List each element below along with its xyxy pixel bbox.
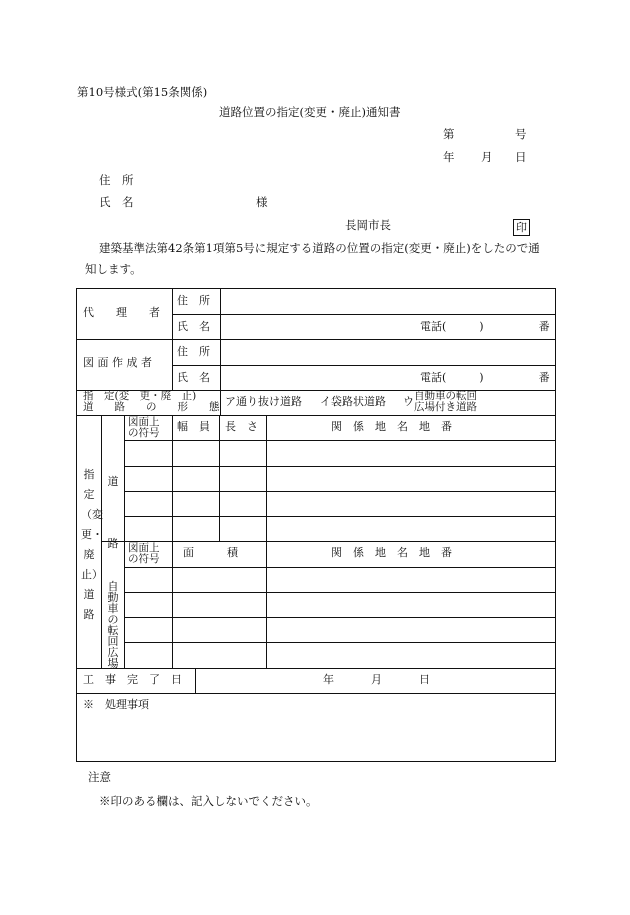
road-type-option-u: ウ xyxy=(403,395,414,408)
turnaround-vertical-label: 自動車の転回広場 xyxy=(107,580,119,670)
body-text-line2: 知します。 xyxy=(85,262,142,276)
document-title: 道路位置の指定(変更・廃止)通知書 xyxy=(219,105,401,119)
doc-number-prefix: 第 xyxy=(443,127,455,141)
date-day: 日 xyxy=(515,150,527,164)
drafter-address-label: 住 所 xyxy=(177,345,210,358)
turnaround-area-label: 面 積 xyxy=(183,546,238,559)
recipient-honorific: 様 xyxy=(256,195,268,209)
turnaround-lot-label: 関 係 地 名 地 番 xyxy=(331,546,452,559)
turnaround-symbol-line2: の符号 xyxy=(128,553,160,565)
road-length-label: 長 さ xyxy=(225,420,258,433)
body-text-line1: 建築基準法第42条第1項第5号に規定する道路の位置の指定(変更・廃止)をしたので通 xyxy=(99,241,540,255)
turnaround-symbol-line1: 図面上 xyxy=(128,542,160,554)
completion-date-label: 工 事 完 了 日 xyxy=(83,673,182,686)
date-year: 年 xyxy=(443,150,455,164)
drafter-label: 図 面 作 成 者 xyxy=(83,356,152,369)
road-symbol-line2: の符号 xyxy=(128,427,160,439)
processing-label: ※ 処理事項 xyxy=(83,698,149,711)
doc-number-suffix: 号 xyxy=(515,127,527,141)
road-type-option-u-line2: 広場付き道路 xyxy=(414,401,477,413)
recipient-address-label: 住 所 xyxy=(99,173,134,187)
road-width-label: 幅 員 xyxy=(177,420,210,433)
road-type-option-i: イ袋路状道路 xyxy=(320,395,386,408)
drafter-name-label: 氏 名 xyxy=(177,371,210,384)
road-symbol-line1: 図面上 xyxy=(128,416,160,428)
form-number: 第10号様式(第15条関係) xyxy=(77,85,208,99)
agent-phone: 電話( ) 番 xyxy=(420,320,550,333)
form-table xyxy=(76,288,556,762)
road-lot-label: 関 係 地 名 地 番 xyxy=(331,420,452,433)
drafter-phone: 電話( ) 番 xyxy=(420,371,550,384)
road-type-label-line2: 道 路 の 形 態 xyxy=(83,401,220,413)
recipient-name-label: 氏 名 xyxy=(99,195,134,209)
completion-month: 月 xyxy=(371,673,382,686)
agent-address-label: 住 所 xyxy=(177,294,210,307)
date-month: 月 xyxy=(481,150,493,164)
issuer-title: 長岡市長 xyxy=(345,218,391,232)
road-type-option-u-line1: 自動車の転回 xyxy=(414,390,477,402)
designated-road-vertical-label: 指定（変更・廃止）道路 xyxy=(81,468,103,621)
completion-year: 年 xyxy=(323,673,334,686)
agent-label: 代 理 者 xyxy=(83,306,160,319)
notes-heading: 注意 xyxy=(88,770,111,784)
official-seal: 印 xyxy=(513,219,530,236)
road-type-label-line1: 指 定(変 更・廃 止) xyxy=(83,390,197,402)
road-vertical-label: 道路 xyxy=(107,475,119,550)
completion-day: 日 xyxy=(419,673,430,686)
agent-name-label: 氏 名 xyxy=(177,320,210,333)
notes-line1: ※印のある欄は、記入しないでください。 xyxy=(99,794,318,808)
road-type-option-a: ア通り抜け道路 xyxy=(225,395,302,408)
